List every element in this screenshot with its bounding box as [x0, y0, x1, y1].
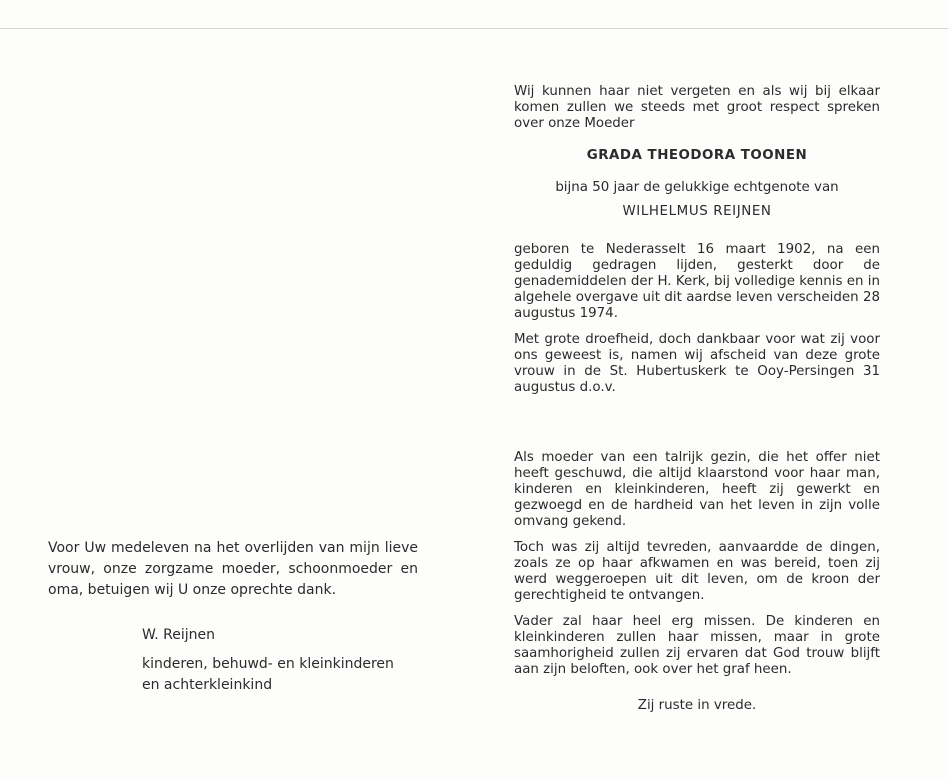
top-divider	[0, 28, 948, 29]
right-page	[514, 84, 880, 714]
deceased-name: GRADA THEODORA TOONEN	[586, 148, 808, 163]
closing-text: Zij ruste in vrede.	[637, 698, 757, 713]
signature-family-line-2: en achterkleinkind	[142, 677, 273, 693]
signature-family-line-1: kinderen, behuwd- en kleinkinderen	[142, 656, 394, 672]
spouse-name: WILHELMUS REIJNEN	[622, 204, 772, 219]
left-page	[48, 538, 418, 696]
signature-family	[142, 654, 418, 696]
paragraph-birth-death: geboren te Nederasselt 16 maart 1902, na een geduldig gedragen lijden, gesterkt door de genademiddelen der H. Kerk, bij volledige kennis en in algehele overgave uit dit aardse leven verscheiden 28 augustus 1974.	[514, 242, 880, 321]
paragraph-content: Toch was zij altijd tevreden, aanvaardde de dingen, zoals ze op haar afkwamen en was bereid, toen zij werd weggeroepen uit dit leven, om de kroon der gerechtigheid te ontvangen.	[514, 540, 880, 603]
intro-text: Wij kunnen haar niet vergeten en als wij bij elkaar komen zullen we steeds met groot respect spreken over onze Moeder	[514, 84, 880, 131]
paragraph-father: Vader zal haar heel erg missen. De kinderen en kleinkinderen zullen haar missen, maar in grote saamhorigheid zullen zij ervaren dat God trouw blijft aan zijn beloften, ook over het graf heen.	[514, 614, 880, 677]
paragraph-mother: Als moeder van een talrijk gezin, die het offer niet heeft geschuwd, die altijd klaarstond voor haar man, kinderen en kleinkinderen, heeft zij gewerkt en gezwoegd en de hardheid van het leven in zijn volle omvang gekend.	[514, 450, 880, 529]
signature-name: W. Reijnen	[142, 627, 215, 643]
spacer	[514, 406, 880, 450]
spouse-line: bijna 50 jaar de gelukkige echtgenote van	[555, 180, 839, 195]
paragraph-farewell: Met grote droefheid, doch dankbaar voor wat zij voor ons geweest is, namen wij afscheid van deze grote vrouw in de St. Hubertuskerk te Ooy-Persingen 31 augustus d.o.v.	[514, 332, 880, 395]
acknowledgement-text: Voor Uw medeleven na het overlijden van mijn lieve vrouw, onze zorgzame moeder, schoonmoeder en oma, betuigen wij U onze oprechte dank.	[48, 540, 418, 598]
